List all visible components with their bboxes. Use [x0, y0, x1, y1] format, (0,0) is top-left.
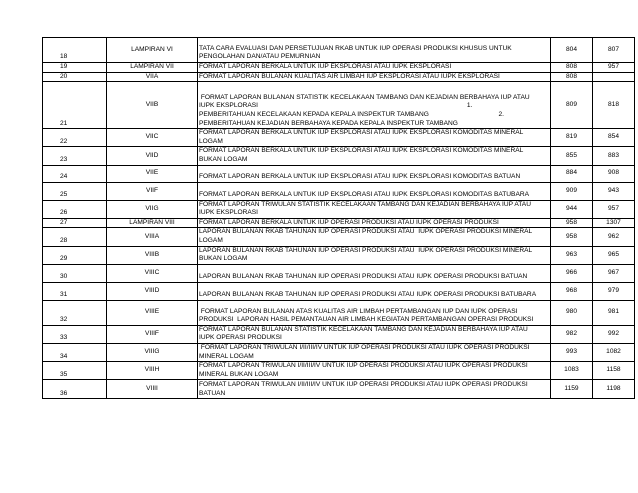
- table-row: [43, 218, 635, 228]
- lampiran-title: [198, 165, 551, 182]
- end-page: 883: [593, 147, 635, 165]
- lampiran-title: [198, 218, 551, 228]
- row-number: 34: [43, 343, 107, 361]
- table-row: [43, 38, 635, 63]
- lampiran-code: LAMPIRAN VII: [107, 63, 198, 73]
- title-line: TATA CARA EVALUASI DAN PERSETUJUAN RKAB UNTUK IUP OPERASI PRODUKSI KHUSUS UNTUK: [199, 44, 512, 52]
- lampiran-title: [198, 325, 551, 343]
- title-line: FORMAT LAPORAN TRIWULAN I/II/III/IV UNTUK IUP OPERASI PRODUKSI ATAU IUPK OPERASI PRODUKSI: [199, 381, 528, 389]
- end-page: 1307: [593, 218, 635, 228]
- lampiran-code: VIIE: [107, 165, 198, 182]
- title-line: IUPK OPERASI PRODUKSI: [199, 334, 282, 342]
- title-line: FORMAT LAPORAN TRIWULAN I/II/III/IV UNTUK IUP OPERASI PRODUKSI ATAU IUPK OPERASI PRODUKSI: [199, 343, 530, 351]
- title-line: PRODUKSI LAPORAN HASIL PEMANTAUAN AIR LIMBAH KEGIATAN PERTAMBANGAN OPERASI PRODUKSI: [199, 316, 534, 324]
- start-page: 809: [551, 82, 593, 129]
- table-row: [43, 147, 635, 165]
- table-row: [43, 182, 635, 200]
- table-row: [43, 129, 635, 147]
- lampiran-code: VIIID: [107, 282, 198, 300]
- title-line: FORMAT LAPORAN BERKALA UNTUK IUP EKSPLORASI ATAU IUPK EKSPLORASI KOMODITAS BATUBARA: [199, 190, 530, 198]
- table-row: [43, 282, 635, 300]
- row-number: 35: [43, 362, 107, 380]
- row-number: 32: [43, 300, 107, 325]
- appendix-index-table-wrap: [42, 37, 635, 399]
- lampiran-code: VIIIB: [107, 246, 198, 264]
- row-number: 27: [43, 218, 107, 228]
- row-number: 19: [43, 63, 107, 73]
- start-page: 966: [551, 264, 593, 282]
- lampiran-code: VIIIE: [107, 300, 198, 325]
- end-page: 1158: [593, 362, 635, 380]
- table-row: [43, 165, 635, 182]
- start-page: 993: [551, 343, 593, 361]
- row-number: 33: [43, 325, 107, 343]
- table-row: [43, 82, 635, 129]
- table-row: [43, 362, 635, 380]
- title-line: FORMAT LAPORAN BULANAN STATISTIK KECELAKAAN TAMBANG DAN KEJADIAN BERBAHAYA IUP ATAU: [199, 93, 530, 101]
- title-line: IUPK EKSPLORASI 1.: [199, 102, 473, 110]
- lampiran-title: [198, 380, 551, 399]
- start-page: 808: [551, 63, 593, 73]
- end-page: 1198: [593, 380, 635, 399]
- lampiran-code: VIIC: [107, 129, 198, 147]
- lampiran-code: VIIIG: [107, 343, 198, 361]
- lampiran-code: VIIII: [107, 380, 198, 399]
- appendix-index-table: [42, 37, 635, 399]
- start-page: 968: [551, 282, 593, 300]
- lampiran-code: VIIIF: [107, 325, 198, 343]
- lampiran-code: VIIF: [107, 182, 198, 200]
- table-row: [43, 300, 635, 325]
- title-line: FORMAT LAPORAN TRIWULAN STATISTIK KECELAKAAN TAMBANG DAN KEJADIAN BERBAHAYA IUP ATAU: [199, 200, 531, 208]
- title-line: PEMBERITAHUAN KECELAKAAN KEPADA KEPALA INSPEKTUR TAMBANG 2.: [199, 111, 504, 118]
- row-number: 25: [43, 182, 107, 200]
- row-number: 24: [43, 165, 107, 182]
- end-page: 807: [593, 38, 635, 63]
- lampiran-title: [198, 343, 551, 361]
- title-line: BUKAN LOGAM: [199, 155, 248, 163]
- lampiran-code: VIID: [107, 147, 198, 165]
- start-page: 855: [551, 147, 593, 165]
- lampiran-title: [198, 38, 551, 63]
- table-row: [43, 380, 635, 399]
- end-page: 818: [593, 82, 635, 129]
- title-line: FORMAT LAPORAN BERKALA UNTUK IUP EKSPLORASI ATAU IUPK EKSPLORASI KOMODITAS BATUAN: [199, 172, 521, 180]
- table-row: [43, 264, 635, 282]
- table-row: [43, 343, 635, 361]
- lampiran-title: [198, 147, 551, 165]
- row-number: 29: [43, 246, 107, 264]
- end-page: 965: [593, 246, 635, 264]
- lampiran-title: [198, 246, 551, 264]
- end-page: 981: [593, 300, 635, 325]
- end-page: 957: [593, 200, 635, 218]
- lampiran-title: [198, 129, 551, 147]
- title-line: LAPORAN BULANAN RKAB TAHUNAN IUP OPERASI PRODUKSI ATAU IUPK OPERASI PRODUKSI BATUAN: [199, 273, 528, 281]
- title-line: FORMAT LAPORAN TRIWULAN I/II/III/IV UNTUK IUP OPERASI PRODUKSI ATAU IUPK OPERASI PRODUKSI: [199, 362, 528, 370]
- table-row: [43, 246, 635, 264]
- title-line: BATUAN: [199, 389, 226, 397]
- row-number: 30: [43, 264, 107, 282]
- title-line: BUKAN LOGAM: [199, 255, 248, 263]
- row-number: 18: [43, 38, 107, 63]
- lampiran-title: [198, 362, 551, 380]
- title-line: PEMBERITAHUAN KEJADIAN BERBAHAYA KEPADA KEPALA INSPEKTUR TAMBANG: [199, 119, 458, 127]
- end-page: 957: [593, 63, 635, 73]
- lampiran-code: VIIG: [107, 200, 198, 218]
- lampiran-code: VIIIH: [107, 362, 198, 380]
- end-page: [593, 72, 635, 82]
- lampiran-title: [198, 228, 551, 246]
- lampiran-code: LAMPIRAN VI: [107, 38, 198, 63]
- title-line: LAPORAN BULANAN RKAB TAHUNAN IUP OPERASI PRODUKSI ATAU IUPK OPERASI PRODUKSI MINERAL: [199, 228, 533, 236]
- start-page: 884: [551, 165, 593, 182]
- title-line: FORMAT LAPORAN BULANAN ATAS KUALITAS AIR LIMBAH PERTAMBANGAN IUP DAN IUPK OPERASI: [199, 307, 518, 315]
- lampiran-code: VIIIA: [107, 228, 198, 246]
- start-page: 963: [551, 246, 593, 264]
- start-page: 958: [551, 218, 593, 228]
- start-page: 819: [551, 129, 593, 147]
- title-line: FORMAT LAPORAN BERKALA UNTUK IUP OPERASI PRODUKSI ATAU IUPK OPERASI PRODUKSI: [199, 218, 499, 226]
- start-page: 804: [551, 38, 593, 63]
- lampiran-title: [198, 264, 551, 282]
- title-line: IUPK EKSPLORASI: [199, 209, 258, 217]
- row-number: 22: [43, 129, 107, 147]
- start-page: 909: [551, 182, 593, 200]
- title-line: FORMAT LAPORAN BERKALA UNTUK IUP EKSPLORASI ATAU IUPK EKSPLORASI KOMODITAS MINERAL: [199, 147, 524, 155]
- row-number: 21: [43, 82, 107, 129]
- start-page: 944: [551, 200, 593, 218]
- start-page: 958: [551, 228, 593, 246]
- lampiran-code: VIIA: [107, 72, 198, 82]
- table-body: [43, 38, 635, 399]
- title-line: LAPORAN BULANAN RKAB TAHUNAN IUP OPERASI PRODUKSI ATAU IUPK OPERASI PRODUKSI MINERAL: [199, 246, 533, 254]
- title-line: FORMAT LAPORAN BULANAN KUALITAS AIR LIMBAH IUP EKSPLORASI ATAU IUPK EKSPLORASI: [199, 72, 500, 80]
- title-line: FORMAT LAPORAN BERKALA UNTUK IUP EKSPLORASI ATAU IUPK EKSPLORASI KOMODITAS MINERAL: [199, 129, 524, 137]
- title-line: LAPORAN BULANAN RKAB TAHUNAN IUP OPERASI PRODUKSI ATAU IUPK OPERASI PRODUKSI BATUBARA: [199, 291, 537, 299]
- title-line: FORMAT LAPORAN BULANAN STATISTIK KECELAKAAN TAMBANG DAN KEJADIAN BERBAHAYA IUP ATAU: [199, 325, 528, 333]
- start-page: 808: [551, 72, 593, 82]
- table-row: [43, 63, 635, 73]
- title-line: MINERAL LOGAM: [199, 352, 254, 360]
- row-number: 26: [43, 200, 107, 218]
- row-number: 36: [43, 380, 107, 399]
- lampiran-code: LAMPIRAN VIII: [107, 218, 198, 228]
- title-line: PENGOLAHAN DAN/ATAU PEMURNIAN: [199, 53, 321, 61]
- lampiran-title: [198, 82, 551, 129]
- end-page: 854: [593, 129, 635, 147]
- end-page: 908: [593, 165, 635, 182]
- end-page: 1082: [593, 343, 635, 361]
- lampiran-code: VIIIC: [107, 264, 198, 282]
- lampiran-title: [198, 182, 551, 200]
- title-line: LOGAM: [199, 137, 223, 145]
- table-row: [43, 72, 635, 82]
- table-row: [43, 325, 635, 343]
- start-page: 980: [551, 300, 593, 325]
- start-page: 1159: [551, 380, 593, 399]
- end-page: 967: [593, 264, 635, 282]
- start-page: 982: [551, 325, 593, 343]
- row-number: 23: [43, 147, 107, 165]
- row-number: 20: [43, 72, 107, 82]
- table-row: [43, 228, 635, 246]
- lampiran-code: VIIB: [107, 82, 198, 129]
- end-page: 992: [593, 325, 635, 343]
- start-page: 1083: [551, 362, 593, 380]
- end-page: 979: [593, 282, 635, 300]
- end-page: 943: [593, 182, 635, 200]
- lampiran-title: [198, 300, 551, 325]
- lampiran-title: [198, 63, 551, 73]
- lampiran-title: [198, 282, 551, 300]
- lampiran-title: [198, 72, 551, 82]
- title-line: LOGAM: [199, 236, 223, 244]
- row-number: 28: [43, 228, 107, 246]
- title-line: MINERAL BUKAN LOGAM: [199, 370, 279, 378]
- lampiran-title: [198, 200, 551, 218]
- end-page: 962: [593, 228, 635, 246]
- title-line: FORMAT LAPORAN BERKALA UNTUK IUP EKSPLORASI ATAU IUPK EKSPLORASI: [199, 63, 452, 70]
- row-number: 31: [43, 282, 107, 300]
- table-row: [43, 200, 635, 218]
